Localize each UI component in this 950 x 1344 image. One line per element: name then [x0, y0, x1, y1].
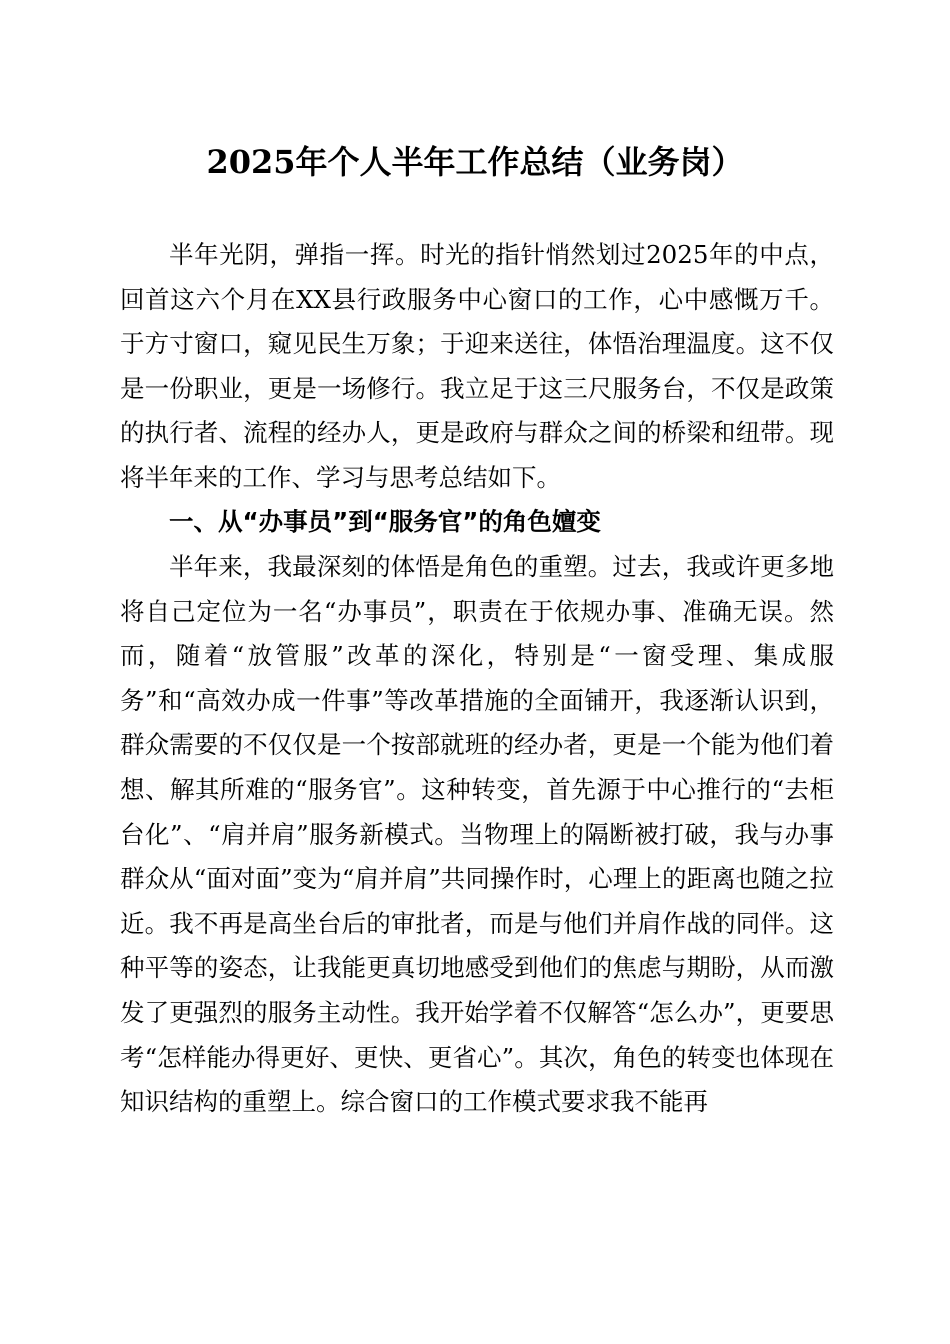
intro-paragraph: 半年光阴，弹指一挥。时光的指针悄然划过2025年的中点，回首这六个月在XX县行政服务中心窗口的工作，心中感慨万千。于方寸窗口，窥见民生万象；于迎来送往，体悟治理温度。这不仅是一份职业，更是一场修行。我立足于这三尺服务台，不仅是政策的执行者、流程的经办人，更是政府与群众之间的桥梁和纽带。现将半年来的工作、学习与思考总结如下。 — [120, 240, 834, 492]
section-heading: 一、从“办事员”到“服务官”的角色嬗变 — [169, 507, 601, 536]
document-title: 2025年个人半年工作总结（业务岗） — [206, 143, 744, 181]
section-paragraph: 半年来，我最深刻的体悟是角色的重塑。过去，我或许更多地将自己定位为一名“办事员”，职责在于依规办事、准确无误。然而，随着“放管服”改革的深化，特别是“一窗受理、集成服务”和“高效办成一件事”等改革措施的全面铺开，我逐渐认识到，群众需要的不仅仅是一个按部就班的经办者，更是一个能为他们着想、解其所难的“服务官”。这种转变，首先源于中心推行的“去柜台化”、“肩并肩”服务新模式。当物理上的隔断被打破，我与办事群众从“面对面”变为“肩并肩”共同操作时，心理上的距离也随之拉近。我不再是高坐台后的审批者，而是与他们并肩作战的同伴。这种平等的姿态，让我能更真切地感受到他们的焦虑与期盼，从而激发了更强烈的服务主动性。我开始学着不仅解答“怎么办”，更要思考“怎样能办得更好、更快、更省心”。其次，角色的转变也体现在知识结构的重塑上。综合窗口的工作模式要求我不能再 — [120, 552, 834, 1117]
